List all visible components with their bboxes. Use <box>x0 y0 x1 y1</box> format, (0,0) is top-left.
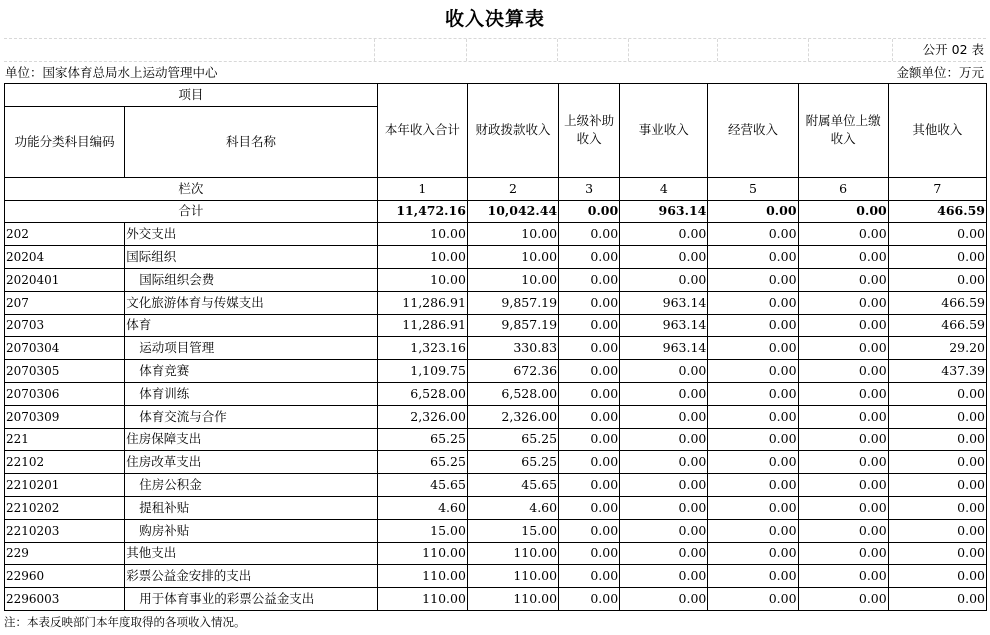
row-code: 2210202 <box>5 496 125 519</box>
row-value: 65.25 <box>467 428 558 451</box>
row-value: 11,286.91 <box>377 291 467 314</box>
table-row <box>5 519 987 542</box>
row-value: 0.00 <box>620 428 708 451</box>
header-other: 其他收入 <box>888 84 986 178</box>
row-value: 0.00 <box>708 451 798 474</box>
row-name: 国际组织 <box>125 246 378 269</box>
row-value: 0.00 <box>798 268 888 291</box>
row-value: 0.00 <box>888 223 986 246</box>
row-value: 0.00 <box>708 474 798 497</box>
row-value: 110.00 <box>377 588 467 611</box>
row-value: 0.00 <box>798 542 888 565</box>
row-value: 466.59 <box>888 314 986 337</box>
col-number: 1 <box>377 177 467 200</box>
row-value: 0.00 <box>798 246 888 269</box>
total-value: 963.14 <box>620 200 708 223</box>
table-row <box>5 496 987 519</box>
row-value: 15.00 <box>377 519 467 542</box>
row-value: 0.00 <box>559 360 620 383</box>
row-value: 0.00 <box>798 405 888 428</box>
row-value: 110.00 <box>377 565 467 588</box>
row-value: 0.00 <box>708 542 798 565</box>
row-value: 0.00 <box>798 360 888 383</box>
header-subject-name: 科目名称 <box>125 106 378 177</box>
row-value: 672.36 <box>467 360 558 383</box>
row-value: 0.00 <box>798 474 888 497</box>
row-value: 0.00 <box>888 565 986 588</box>
col-number: 7 <box>888 177 986 200</box>
row-value: 0.00 <box>708 519 798 542</box>
row-value: 0.00 <box>798 314 888 337</box>
row-value: 0.00 <box>559 496 620 519</box>
row-value: 0.00 <box>798 565 888 588</box>
unit-label: 单位：国家体育总局水上运动管理中心 <box>5 65 218 80</box>
row-value: 0.00 <box>559 565 620 588</box>
row-value: 0.00 <box>708 382 798 405</box>
table-row <box>5 565 987 588</box>
row-value: 0.00 <box>559 382 620 405</box>
row-value: 0.00 <box>888 382 986 405</box>
row-value: 29.20 <box>888 337 986 360</box>
row-value: 330.83 <box>467 337 558 360</box>
row-code: 2070304 <box>5 337 125 360</box>
row-value: 963.14 <box>620 314 708 337</box>
row-value: 4.60 <box>467 496 558 519</box>
row-value: 0.00 <box>708 268 798 291</box>
row-name: 国际组织会费 <box>125 268 378 291</box>
row-value: 0.00 <box>798 588 888 611</box>
table-row <box>5 405 987 428</box>
row-value: 0.00 <box>620 405 708 428</box>
table-code: 公开 02 表 <box>922 42 984 57</box>
header-func-code: 功能分类科目编码 <box>5 106 125 177</box>
row-value: 0.00 <box>559 223 620 246</box>
row-code: 207 <box>5 291 125 314</box>
row-value: 1,109.75 <box>377 360 467 383</box>
table-row <box>5 451 987 474</box>
row-value: 110.00 <box>467 588 558 611</box>
table-row <box>5 246 987 269</box>
row-value: 0.00 <box>798 337 888 360</box>
row-value: 963.14 <box>620 291 708 314</box>
row-code: 2070305 <box>5 360 125 383</box>
row-code: 221 <box>5 428 125 451</box>
row-value: 1,323.16 <box>377 337 467 360</box>
row-value: 0.00 <box>888 268 986 291</box>
row-value: 45.65 <box>377 474 467 497</box>
row-name: 住房改革支出 <box>125 451 378 474</box>
row-value: 0.00 <box>708 588 798 611</box>
row-value: 0.00 <box>620 542 708 565</box>
row-value: 0.00 <box>559 519 620 542</box>
row-value: 10.00 <box>467 223 558 246</box>
row-value: 10.00 <box>377 268 467 291</box>
row-value: 0.00 <box>559 314 620 337</box>
row-value: 0.00 <box>888 405 986 428</box>
row-value: 0.00 <box>620 360 708 383</box>
row-value: 0.00 <box>798 451 888 474</box>
total-value: 11,472.16 <box>377 200 467 223</box>
row-name: 体育竞赛 <box>125 360 378 383</box>
row-value: 15.00 <box>467 519 558 542</box>
money-unit-label: 金额单位：万元 <box>896 65 984 80</box>
total-value: 0.00 <box>708 200 798 223</box>
row-name: 住房公积金 <box>125 474 378 497</box>
row-value: 9,857.19 <box>467 314 558 337</box>
total-value: 10,042.44 <box>467 200 558 223</box>
row-value: 0.00 <box>708 360 798 383</box>
row-value: 110.00 <box>377 542 467 565</box>
row-value: 0.00 <box>620 451 708 474</box>
row-value: 466.59 <box>888 291 986 314</box>
row-value: 0.00 <box>620 496 708 519</box>
total-value: 466.59 <box>888 200 986 223</box>
row-value: 0.00 <box>708 565 798 588</box>
row-value: 0.00 <box>798 291 888 314</box>
table-row <box>5 268 987 291</box>
table-row <box>5 291 987 314</box>
row-value: 110.00 <box>467 565 558 588</box>
col-number: 3 <box>559 177 620 200</box>
row-value: 0.00 <box>888 474 986 497</box>
row-value: 0.00 <box>559 291 620 314</box>
row-value: 0.00 <box>620 223 708 246</box>
header-item: 项目 <box>5 84 378 107</box>
row-value: 2,326.00 <box>467 405 558 428</box>
row-value: 110.00 <box>467 542 558 565</box>
row-value: 0.00 <box>559 474 620 497</box>
row-code: 20703 <box>5 314 125 337</box>
row-value: 0.00 <box>620 246 708 269</box>
table-row <box>5 588 987 611</box>
table-row <box>5 428 987 451</box>
row-name: 运动项目管理 <box>125 337 378 360</box>
row-value: 4.60 <box>377 496 467 519</box>
col-number: 2 <box>467 177 558 200</box>
row-code: 20204 <box>5 246 125 269</box>
row-code: 2070309 <box>5 405 125 428</box>
row-code: 2020401 <box>5 268 125 291</box>
row-value: 6,528.00 <box>467 382 558 405</box>
row-value: 0.00 <box>888 496 986 519</box>
row-index-label: 栏次 <box>5 177 378 200</box>
row-value: 6,528.00 <box>377 382 467 405</box>
row-name: 彩票公益金安排的支出 <box>125 565 378 588</box>
row-value: 437.39 <box>888 360 986 383</box>
total-value: 0.00 <box>798 200 888 223</box>
table-row <box>5 542 987 565</box>
row-value: 0.00 <box>888 588 986 611</box>
row-code: 2210201 <box>5 474 125 497</box>
row-value: 0.00 <box>559 428 620 451</box>
total-value: 0.00 <box>559 200 620 223</box>
row-value: 0.00 <box>620 268 708 291</box>
row-value: 0.00 <box>620 588 708 611</box>
row-value: 0.00 <box>708 314 798 337</box>
table-row <box>5 474 987 497</box>
row-code: 22102 <box>5 451 125 474</box>
row-value: 0.00 <box>708 337 798 360</box>
row-value: 0.00 <box>708 428 798 451</box>
page-title: 收入决算表 <box>444 8 545 30</box>
row-value: 0.00 <box>708 496 798 519</box>
row-value: 0.00 <box>620 565 708 588</box>
col-number: 6 <box>798 177 888 200</box>
row-code: 229 <box>5 542 125 565</box>
col-number: 5 <box>708 177 798 200</box>
row-value: 10.00 <box>377 223 467 246</box>
row-value: 0.00 <box>708 223 798 246</box>
row-value: 0.00 <box>798 496 888 519</box>
row-value: 0.00 <box>708 246 798 269</box>
row-value: 65.25 <box>467 451 558 474</box>
row-name: 提租补贴 <box>125 496 378 519</box>
row-value: 0.00 <box>620 382 708 405</box>
row-value: 10.00 <box>467 246 558 269</box>
row-value: 10.00 <box>377 246 467 269</box>
row-value: 0.00 <box>798 223 888 246</box>
row-value: 0.00 <box>888 428 986 451</box>
header-superior: 上级补助 收入 <box>559 84 620 178</box>
row-name: 购房补贴 <box>125 519 378 542</box>
row-value: 0.00 <box>888 542 986 565</box>
row-code: 2210203 <box>5 519 125 542</box>
header-operation: 经营收入 <box>708 84 798 178</box>
row-value: 0.00 <box>559 451 620 474</box>
table-row <box>5 360 987 383</box>
spreadsheet-gridline <box>4 38 986 62</box>
row-name: 体育训练 <box>125 382 378 405</box>
row-value: 65.25 <box>377 428 467 451</box>
table-row <box>5 337 987 360</box>
row-value: 0.00 <box>559 337 620 360</box>
header-affiliated: 附属单位上缴 收入 <box>798 84 888 178</box>
table-row <box>5 223 987 246</box>
footnote: 注：本表反映部门本年度取得的各项收入情况。 <box>4 615 246 629</box>
col-number: 4 <box>620 177 708 200</box>
row-value: 0.00 <box>559 405 620 428</box>
row-value: 0.00 <box>888 246 986 269</box>
row-name: 用于体育事业的彩票公益金支出 <box>125 588 378 611</box>
row-name: 外交支出 <box>125 223 378 246</box>
row-name: 文化旅游体育与传媒支出 <box>125 291 378 314</box>
row-code: 22960 <box>5 565 125 588</box>
row-name: 其他支出 <box>125 542 378 565</box>
row-value: 45.65 <box>467 474 558 497</box>
table-row <box>5 314 987 337</box>
row-value: 0.00 <box>559 588 620 611</box>
row-value: 963.14 <box>620 337 708 360</box>
row-value: 0.00 <box>620 474 708 497</box>
row-value: 0.00 <box>798 382 888 405</box>
row-value: 2,326.00 <box>377 405 467 428</box>
row-value: 0.00 <box>559 268 620 291</box>
row-value: 0.00 <box>559 246 620 269</box>
table-row <box>5 382 987 405</box>
row-code: 2070306 <box>5 382 125 405</box>
row-value: 0.00 <box>708 405 798 428</box>
row-value: 0.00 <box>798 519 888 542</box>
income-table <box>4 83 987 611</box>
row-name: 体育 <box>125 314 378 337</box>
row-value: 0.00 <box>620 519 708 542</box>
row-value: 10.00 <box>467 268 558 291</box>
row-value: 0.00 <box>888 451 986 474</box>
row-code: 202 <box>5 223 125 246</box>
header-total: 本年收入合计 <box>377 84 467 178</box>
row-value: 11,286.91 <box>377 314 467 337</box>
row-code: 2296003 <box>5 588 125 611</box>
row-value: 65.25 <box>377 451 467 474</box>
header-business: 事业收入 <box>620 84 708 178</box>
header-fiscal: 财政拨款收入 <box>467 84 558 178</box>
total-label: 合计 <box>5 200 378 223</box>
row-value: 0.00 <box>708 291 798 314</box>
row-name: 住房保障支出 <box>125 428 378 451</box>
row-value: 9,857.19 <box>467 291 558 314</box>
row-value: 0.00 <box>888 519 986 542</box>
row-value: 0.00 <box>559 542 620 565</box>
row-name: 体育交流与合作 <box>125 405 378 428</box>
row-value: 0.00 <box>798 428 888 451</box>
